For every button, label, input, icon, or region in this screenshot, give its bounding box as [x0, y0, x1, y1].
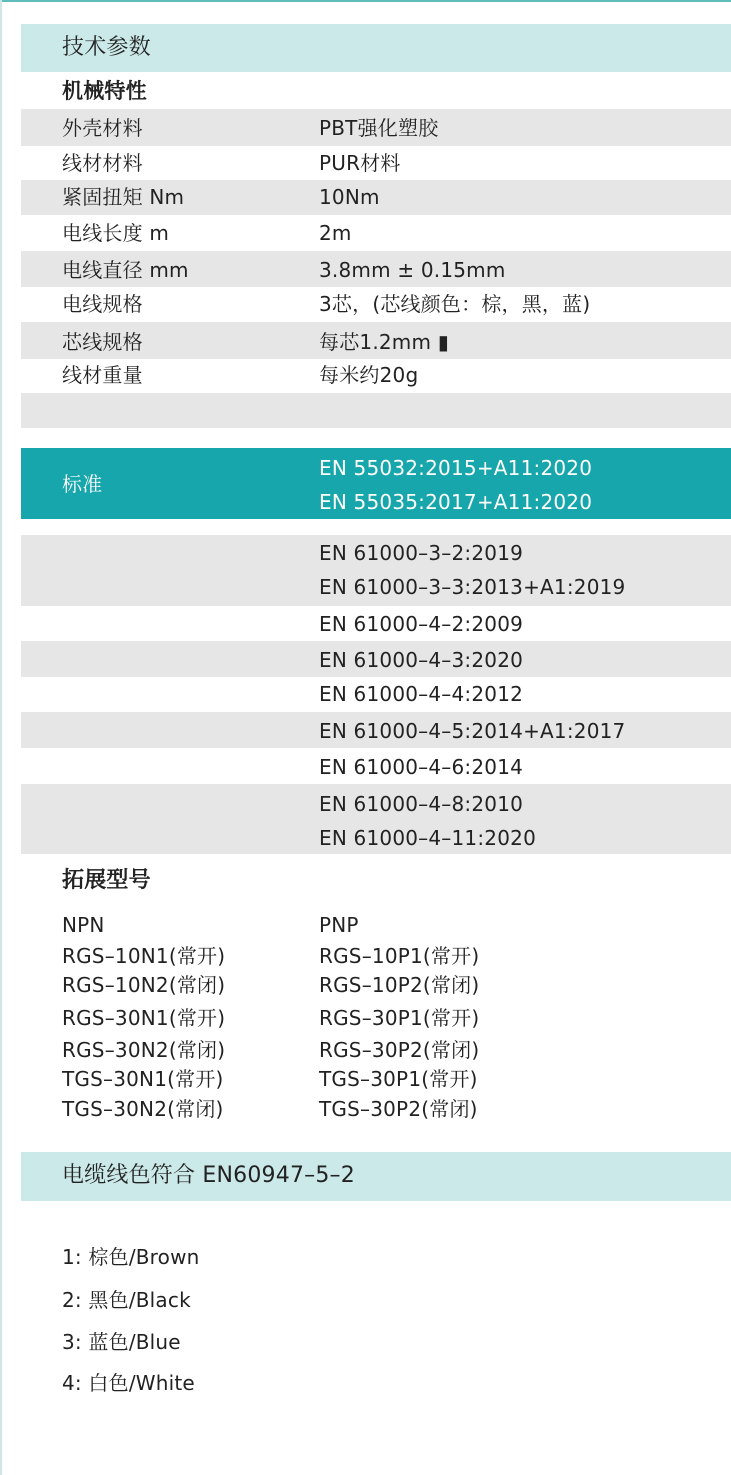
npn-model: RGS–30N2(常闭)	[62, 1038, 226, 1062]
spec-value: PUR材料	[319, 151, 401, 175]
top-border	[0, 0, 731, 2]
spec-value: 3.8mm ± 0.15mm	[319, 258, 506, 282]
standard-item: EN 61000–3–3:2013+A1:2019	[319, 575, 626, 599]
pnp-header: PNP	[319, 913, 359, 937]
spec-value: 3芯，(芯线颜色：棕，黑，蓝)	[319, 292, 591, 316]
spec-value: 2m	[319, 221, 352, 245]
models-title: 拓展型号	[62, 868, 151, 893]
standard-item: EN 55035:2017+A11:2020	[319, 490, 593, 514]
standard-item: EN 55032:2015+A11:2020	[319, 456, 593, 480]
pnp-model: RGS–30P1(常开)	[319, 1006, 480, 1030]
npn-model: TGS–30N2(常闭)	[62, 1097, 224, 1121]
npn-header: NPN	[62, 913, 105, 937]
standard-item: EN 61000–4–6:2014	[319, 755, 524, 779]
npn-model: RGS–10N2(常闭)	[62, 973, 226, 997]
wire-color-item: 2: 黑色/Black	[62, 1288, 191, 1312]
npn-model: RGS–30N1(常开)	[62, 1006, 226, 1030]
spec-label: 线材重量	[62, 363, 143, 387]
standard-item: EN 61000–4–8:2010	[319, 792, 524, 816]
wire-color-item: 1: 棕色/Brown	[62, 1245, 200, 1269]
spec-band	[21, 393, 731, 428]
standard-item: EN 61000–4–2:2009	[319, 612, 524, 636]
spec-label: 线材材料	[62, 151, 143, 175]
spec-label: 电线长度 m	[62, 221, 170, 245]
pnp-model: TGS–30P1(常开)	[319, 1067, 478, 1091]
standard-item: EN 61000–4–5:2014+A1:2017	[319, 719, 626, 743]
spec-value: 每米约20g	[319, 363, 419, 387]
standard-item: EN 61000–4–3:2020	[319, 648, 524, 672]
spec-value: 10Nm	[319, 185, 380, 209]
npn-model: TGS–30N1(常开)	[62, 1067, 224, 1091]
standard-item: EN 61000–4–4:2012	[319, 682, 524, 706]
wire-color-item: 3: 蓝色/Blue	[62, 1330, 181, 1354]
npn-model: RGS–10N1(常开)	[62, 944, 226, 968]
left-border	[0, 0, 2, 1475]
spec-value: 每芯1.2mm ▮	[319, 330, 449, 354]
cable-header: 电缆线色符合 EN60947–5–2	[62, 1163, 355, 1188]
tech-header: 技术参数	[62, 35, 151, 60]
standards-label: 标准	[62, 472, 103, 496]
spec-label: 电线直径 mm	[62, 258, 189, 282]
spec-value: PBT强化塑胶	[319, 116, 439, 140]
pnp-model: TGS–30P2(常闭)	[319, 1097, 478, 1121]
spec-label: 电线规格	[62, 292, 143, 316]
standard-item: EN 61000–4–11:2020	[319, 826, 536, 850]
mech-title: 机械特性	[62, 79, 147, 103]
pnp-model: RGS–30P2(常闭)	[319, 1038, 480, 1062]
wire-color-item: 4: 白色/White	[62, 1371, 195, 1395]
spec-label: 芯线规格	[62, 330, 143, 354]
spec-label: 紧固扭矩 Nm	[62, 185, 185, 209]
standard-item: EN 61000–3–2:2019	[319, 541, 524, 565]
pnp-model: RGS–10P1(常开)	[319, 944, 480, 968]
spec-label: 外壳材料	[62, 116, 143, 140]
pnp-model: RGS–10P2(常闭)	[319, 973, 480, 997]
